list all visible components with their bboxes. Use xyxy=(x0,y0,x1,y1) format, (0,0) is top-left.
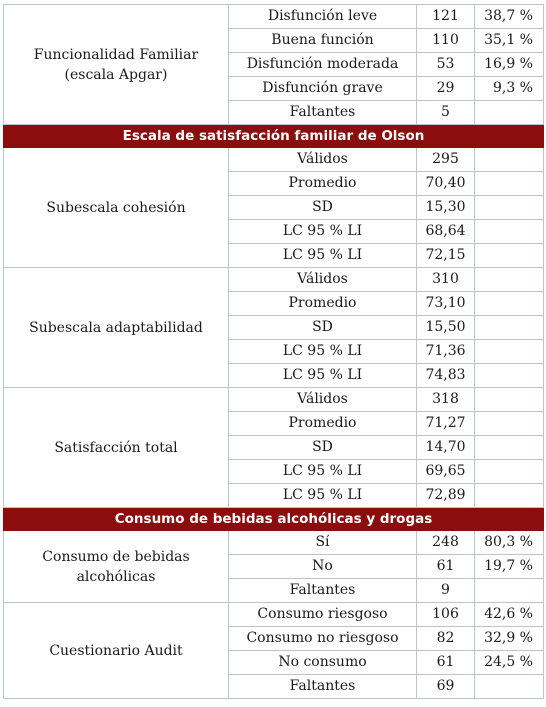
category-cell: Consumo riesgoso xyxy=(229,603,417,627)
category-cell: LC 95 % LI xyxy=(229,460,417,484)
count-cell: 29 xyxy=(417,77,475,101)
value-cell: 14,70 xyxy=(417,436,475,460)
count-cell: 61 xyxy=(417,651,475,675)
table-row xyxy=(4,268,544,292)
value-cell: 318 xyxy=(417,388,475,412)
percent-cell xyxy=(475,579,544,603)
group-label-adaptabilidad: Subescala adaptabilidad xyxy=(4,268,229,388)
value-cell: 310 xyxy=(417,268,475,292)
count-cell: 61 xyxy=(417,555,475,579)
count-cell: 121 xyxy=(417,5,475,29)
category-cell: Disfunción grave xyxy=(229,77,417,101)
value-cell: 70,40 xyxy=(417,172,475,196)
count-cell: 9 xyxy=(417,579,475,603)
count-cell: 69 xyxy=(417,675,475,699)
value-cell: 72,15 xyxy=(417,244,475,268)
empty-cell xyxy=(475,292,544,316)
count-cell: 106 xyxy=(417,603,475,627)
table-row xyxy=(4,388,544,412)
category-cell: Válidos xyxy=(229,388,417,412)
value-cell: 73,10 xyxy=(417,292,475,316)
empty-cell xyxy=(475,316,544,340)
section-header-row xyxy=(4,508,544,531)
value-cell: 72,89 xyxy=(417,484,475,508)
percent-cell: 35,1 % xyxy=(475,29,544,53)
category-cell: Disfunción leve xyxy=(229,5,417,29)
category-cell: LC 95 % LI xyxy=(229,364,417,388)
percent-cell: 42,6 % xyxy=(475,603,544,627)
category-cell: Promedio xyxy=(229,412,417,436)
section-title-consumo: Consumo de bebidas alcohólicas y drogas xyxy=(4,508,544,531)
category-cell: Promedio xyxy=(229,172,417,196)
count-cell: 53 xyxy=(417,53,475,77)
value-cell: 15,30 xyxy=(417,196,475,220)
category-cell: Faltantes xyxy=(229,579,417,603)
statistics-table xyxy=(3,4,544,699)
percent-cell: 19,7 % xyxy=(475,555,544,579)
empty-cell xyxy=(475,148,544,172)
category-cell: Buena función xyxy=(229,29,417,53)
count-cell: 248 xyxy=(417,531,475,555)
group-label-bebidas: Consumo de bebidas alcohólicas xyxy=(4,531,229,603)
percent-cell: 16,9 % xyxy=(475,53,544,77)
empty-cell xyxy=(475,484,544,508)
percent-cell: 80,3 % xyxy=(475,531,544,555)
category-cell: Faltantes xyxy=(229,675,417,699)
empty-cell xyxy=(475,340,544,364)
percent-cell: 24,5 % xyxy=(475,651,544,675)
table-row xyxy=(4,148,544,172)
group-label-satisfaccion-total: Satisfacción total xyxy=(4,388,229,508)
category-cell: Disfunción moderada xyxy=(229,53,417,77)
empty-cell xyxy=(475,244,544,268)
empty-cell xyxy=(475,412,544,436)
category-cell: LC 95 % LI xyxy=(229,244,417,268)
category-cell: LC 95 % LI xyxy=(229,340,417,364)
section-title-olson: Escala de satisfacción familiar de Olson xyxy=(4,125,544,148)
value-cell: 69,65 xyxy=(417,460,475,484)
count-cell: 5 xyxy=(417,101,475,125)
percent-cell xyxy=(475,675,544,699)
category-cell: Válidos xyxy=(229,148,417,172)
category-cell: SD xyxy=(229,436,417,460)
empty-cell xyxy=(475,172,544,196)
category-cell: Promedio xyxy=(229,292,417,316)
value-cell: 74,83 xyxy=(417,364,475,388)
group-label-audit: Cuestionario Audit xyxy=(4,603,229,699)
empty-cell xyxy=(475,220,544,244)
category-cell: SD xyxy=(229,196,417,220)
percent-cell: 38,7 % xyxy=(475,5,544,29)
empty-cell xyxy=(475,436,544,460)
category-cell: Sí xyxy=(229,531,417,555)
category-cell: Consumo no riesgoso xyxy=(229,627,417,651)
count-cell: 110 xyxy=(417,29,475,53)
category-cell: Faltantes xyxy=(229,101,417,125)
value-cell: 15,50 xyxy=(417,316,475,340)
percent-cell: 9,3 % xyxy=(475,77,544,101)
empty-cell xyxy=(475,460,544,484)
category-cell: No xyxy=(229,555,417,579)
value-cell: 68,64 xyxy=(417,220,475,244)
percent-cell: 32,9 % xyxy=(475,627,544,651)
empty-cell xyxy=(475,364,544,388)
category-cell: LC 95 % LI xyxy=(229,220,417,244)
group-label-cohesion: Subescala cohesión xyxy=(4,148,229,268)
category-cell: SD xyxy=(229,316,417,340)
category-cell: LC 95 % LI xyxy=(229,484,417,508)
category-cell: Válidos xyxy=(229,268,417,292)
section-header-row xyxy=(4,125,544,148)
value-cell: 71,36 xyxy=(417,340,475,364)
group-label-apgar: Funcionalidad Familiar (escala Apgar) xyxy=(4,5,229,125)
empty-cell xyxy=(475,388,544,412)
percent-cell xyxy=(475,101,544,125)
empty-cell xyxy=(475,196,544,220)
table-row xyxy=(4,5,544,29)
category-cell: No consumo xyxy=(229,651,417,675)
value-cell: 295 xyxy=(417,148,475,172)
table-row xyxy=(4,603,544,627)
count-cell: 82 xyxy=(417,627,475,651)
table-row xyxy=(4,531,544,555)
empty-cell xyxy=(475,268,544,292)
value-cell: 71,27 xyxy=(417,412,475,436)
